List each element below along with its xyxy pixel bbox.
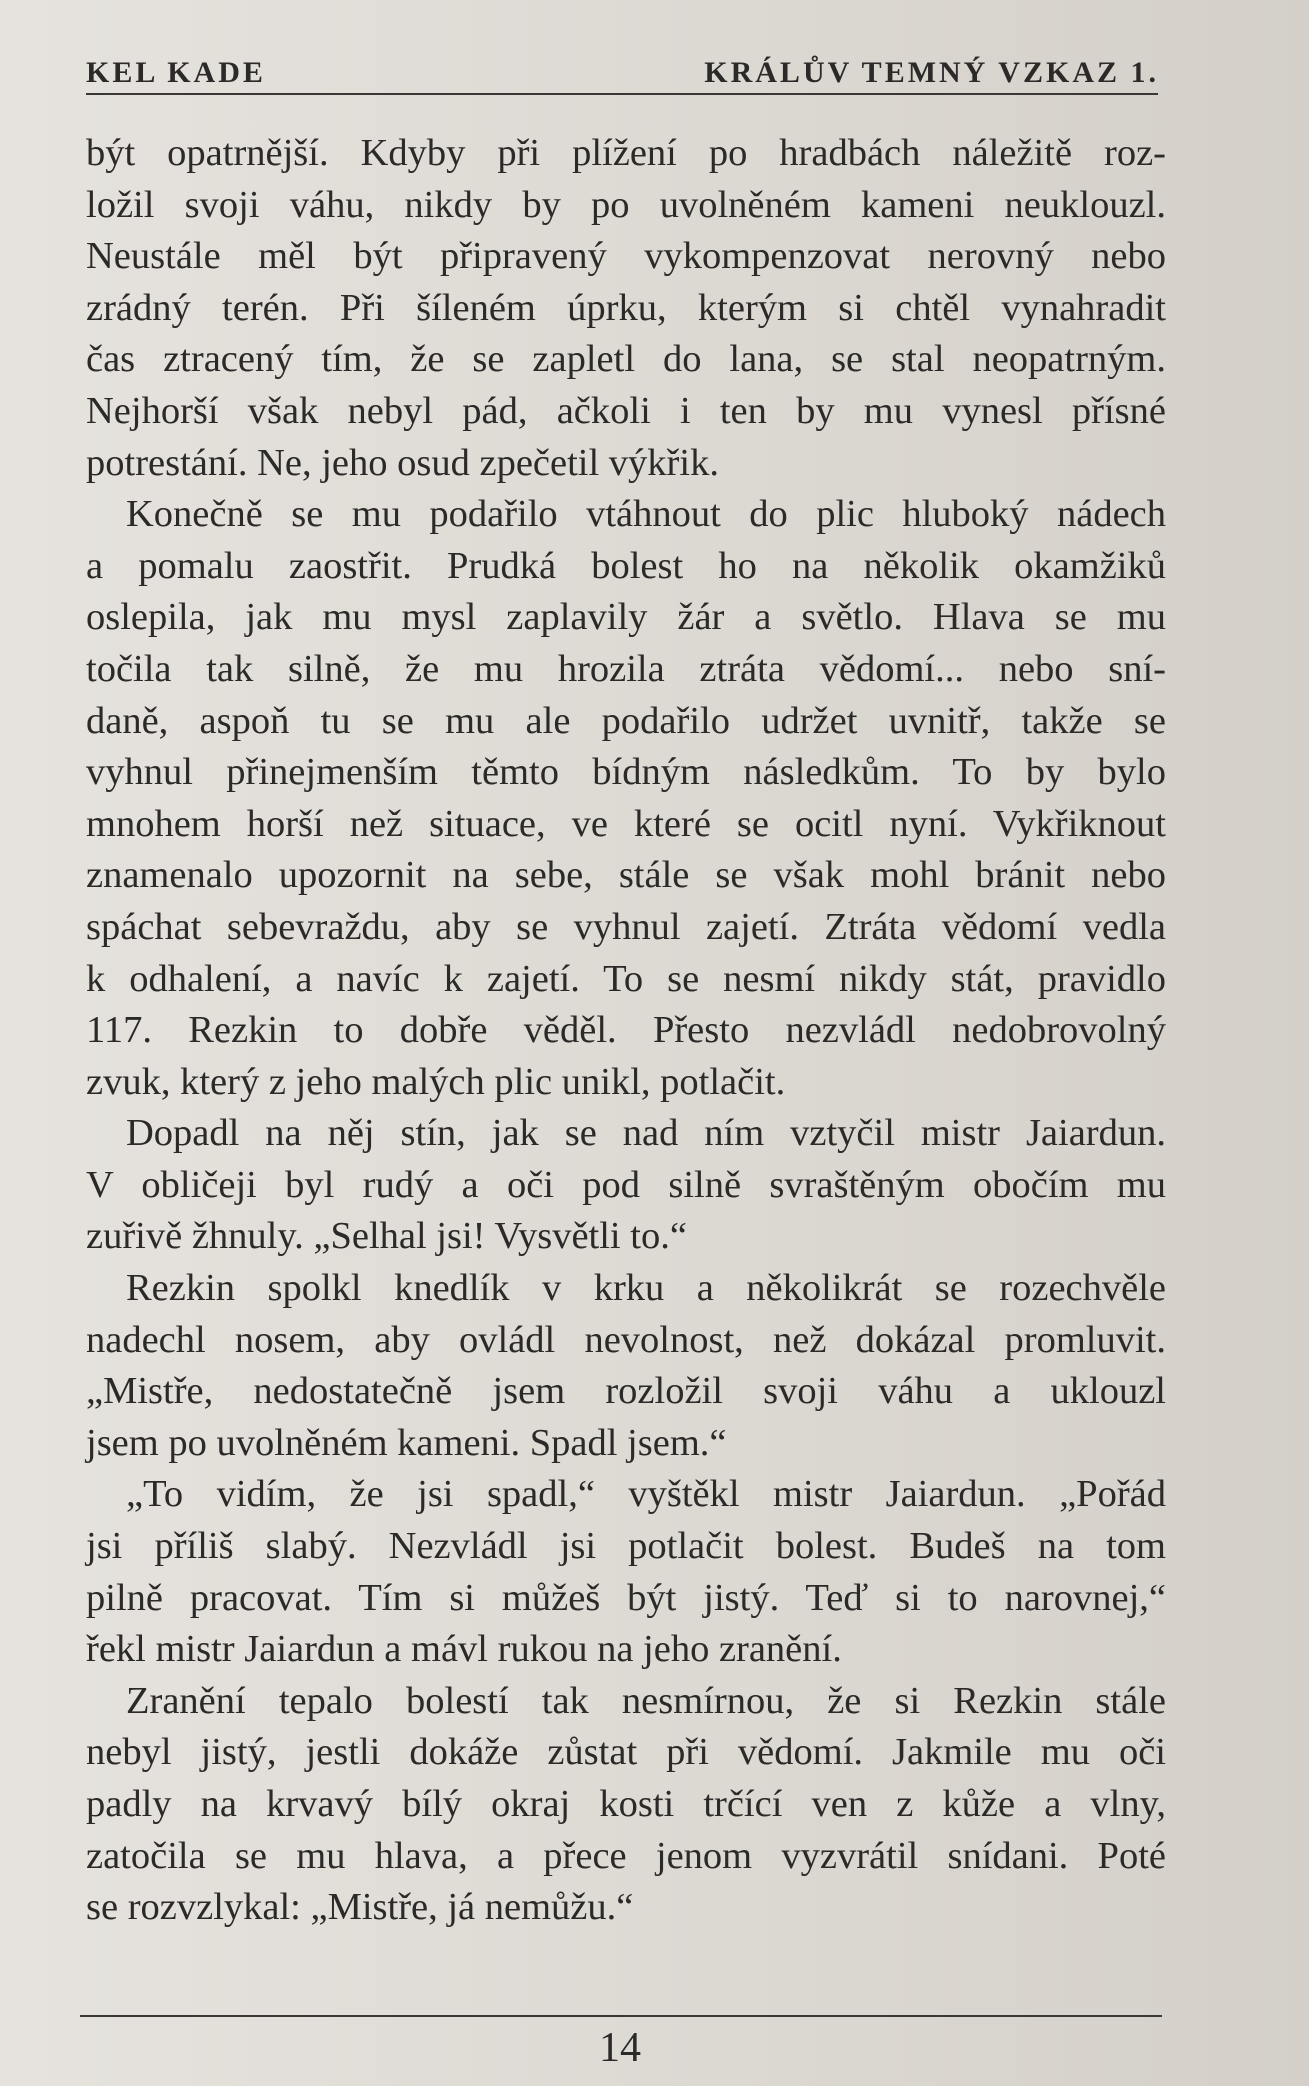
text-line: řekl mistr Jaiardun a mávl rukou na jeho zranění. xyxy=(86,1628,842,1671)
text-line: zvuk, který z jeho malých plic unikl, potlačit. xyxy=(86,1060,786,1103)
text-line: spáchat sebevraždu, aby se vyhnul zajetí. Ztráta vědomí vedla xyxy=(86,905,1166,948)
text-line: nebyl jistý, jestli dokáže zůstat při vědomí. Jakmile mu oči xyxy=(86,1731,1166,1774)
header-title: KRÁLŮV TEMNÝ VZKAZ 1. xyxy=(704,56,1159,89)
text-line: V obličeji byl rudý a oči pod silně svraštěným obočím mu xyxy=(86,1163,1166,1206)
text-line: zuřivě žhnuly. „Selhal jsi! Vysvětli to.“ xyxy=(86,1215,687,1258)
footer-rule xyxy=(80,2015,1162,2017)
text-line: Dopadl na něj stín, jak se nad ním vztyčil mistr Jaiardun. xyxy=(126,1112,1166,1155)
text-line: a pomalu zaostřit. Prudká bolest ho na několik okamžiků xyxy=(86,544,1166,587)
text-line: Zranění tepalo bolestí tak nesmírnou, že si Rezkin stále xyxy=(126,1679,1166,1722)
text-line: 117. Rezkin to dobře věděl. Přesto nezvládl nedobrovolný xyxy=(86,1009,1166,1052)
text-line: nadechl nosem, aby ovládl nevolnost, než dokázal promluvit. xyxy=(86,1318,1166,1361)
text-line: vyhnul přinejmenším těmto bídným následkům. To by bylo xyxy=(86,751,1166,794)
text-line: pilně pracovat. Tím si můžeš být jistý. Teď si to narovnej,“ xyxy=(86,1576,1166,1619)
text-line: znamenalo upozornit na sebe, stále se však mohl bránit nebo xyxy=(86,854,1166,897)
text-line: mnohem horší než situace, ve které se ocitl nyní. Vykřiknout xyxy=(86,802,1166,845)
text-line: potrestání. Ne, jeho osud zpečetil výkřik. xyxy=(86,441,719,484)
text-line: k odhalení, a navíc k zajetí. To se nesmí nikdy stát, pravidlo xyxy=(86,957,1166,1000)
text-line: čas ztracený tím, že se zapletl do lana, se stal neopatrným. xyxy=(86,338,1166,381)
header-author: KEL KADE xyxy=(86,56,266,89)
header-rule xyxy=(86,93,1158,95)
text-line: zatočila se mu hlava, a přece jenom vyzvrátil snídani. Poté xyxy=(86,1834,1166,1877)
text-line: oslepila, jak mu mysl zaplavily žár a světlo. Hlava se mu xyxy=(86,596,1166,639)
text-line: „To vidím, že jsi spadl,“ vyštěkl mistr Jaiardun. „Pořád xyxy=(126,1473,1166,1516)
text-line: jsem po uvolněném kameni. Spadl jsem.“ xyxy=(86,1421,727,1464)
body-text xyxy=(86,128,1166,1934)
text-line: Neustále měl být připravený vykompenzovat nerovný nebo xyxy=(86,235,1166,278)
text-line: být opatrnější. Kdyby při plížení po hradbách náležitě roz- xyxy=(86,132,1166,174)
text-line: „Mistře, nedostatečně jsem rozložil svoji váhu a uklouzl xyxy=(86,1370,1166,1413)
text-line: Nejhorší však nebyl pád, ačkoli i ten by mu vynesl přísné xyxy=(86,389,1166,432)
text-line: padly na krvavý bílý okraj kosti trčící ven z kůže a vlny, xyxy=(86,1783,1166,1825)
text-line: jsi příliš slabý. Nezvládl jsi potlačit bolest. Budeš na tom xyxy=(86,1525,1166,1568)
text-line: ložil svoji váhu, nikdy by po uvolněném kameni neuklouzl. xyxy=(86,183,1166,226)
text-line: točila tak silně, že mu hrozila ztráta vědomí... nebo sní- xyxy=(86,647,1166,690)
text-line: se rozvzlykal: „Mistře, já nemůžu.“ xyxy=(86,1886,634,1929)
text-line: Konečně se mu podařilo vtáhnout do plic hluboký nádech xyxy=(126,493,1166,536)
text-line: daně, aspoň tu se mu ale podařilo udržet uvnitř, takže se xyxy=(86,699,1166,742)
text-line: zrádný terén. Při šíleném úprku, kterým si chtěl vynahradit xyxy=(86,286,1166,329)
text-line: Rezkin spolkl knedlík v krku a několikrát se rozechvěle xyxy=(126,1267,1166,1310)
running-header xyxy=(86,40,1159,90)
page-number: 14 xyxy=(599,2025,641,2071)
